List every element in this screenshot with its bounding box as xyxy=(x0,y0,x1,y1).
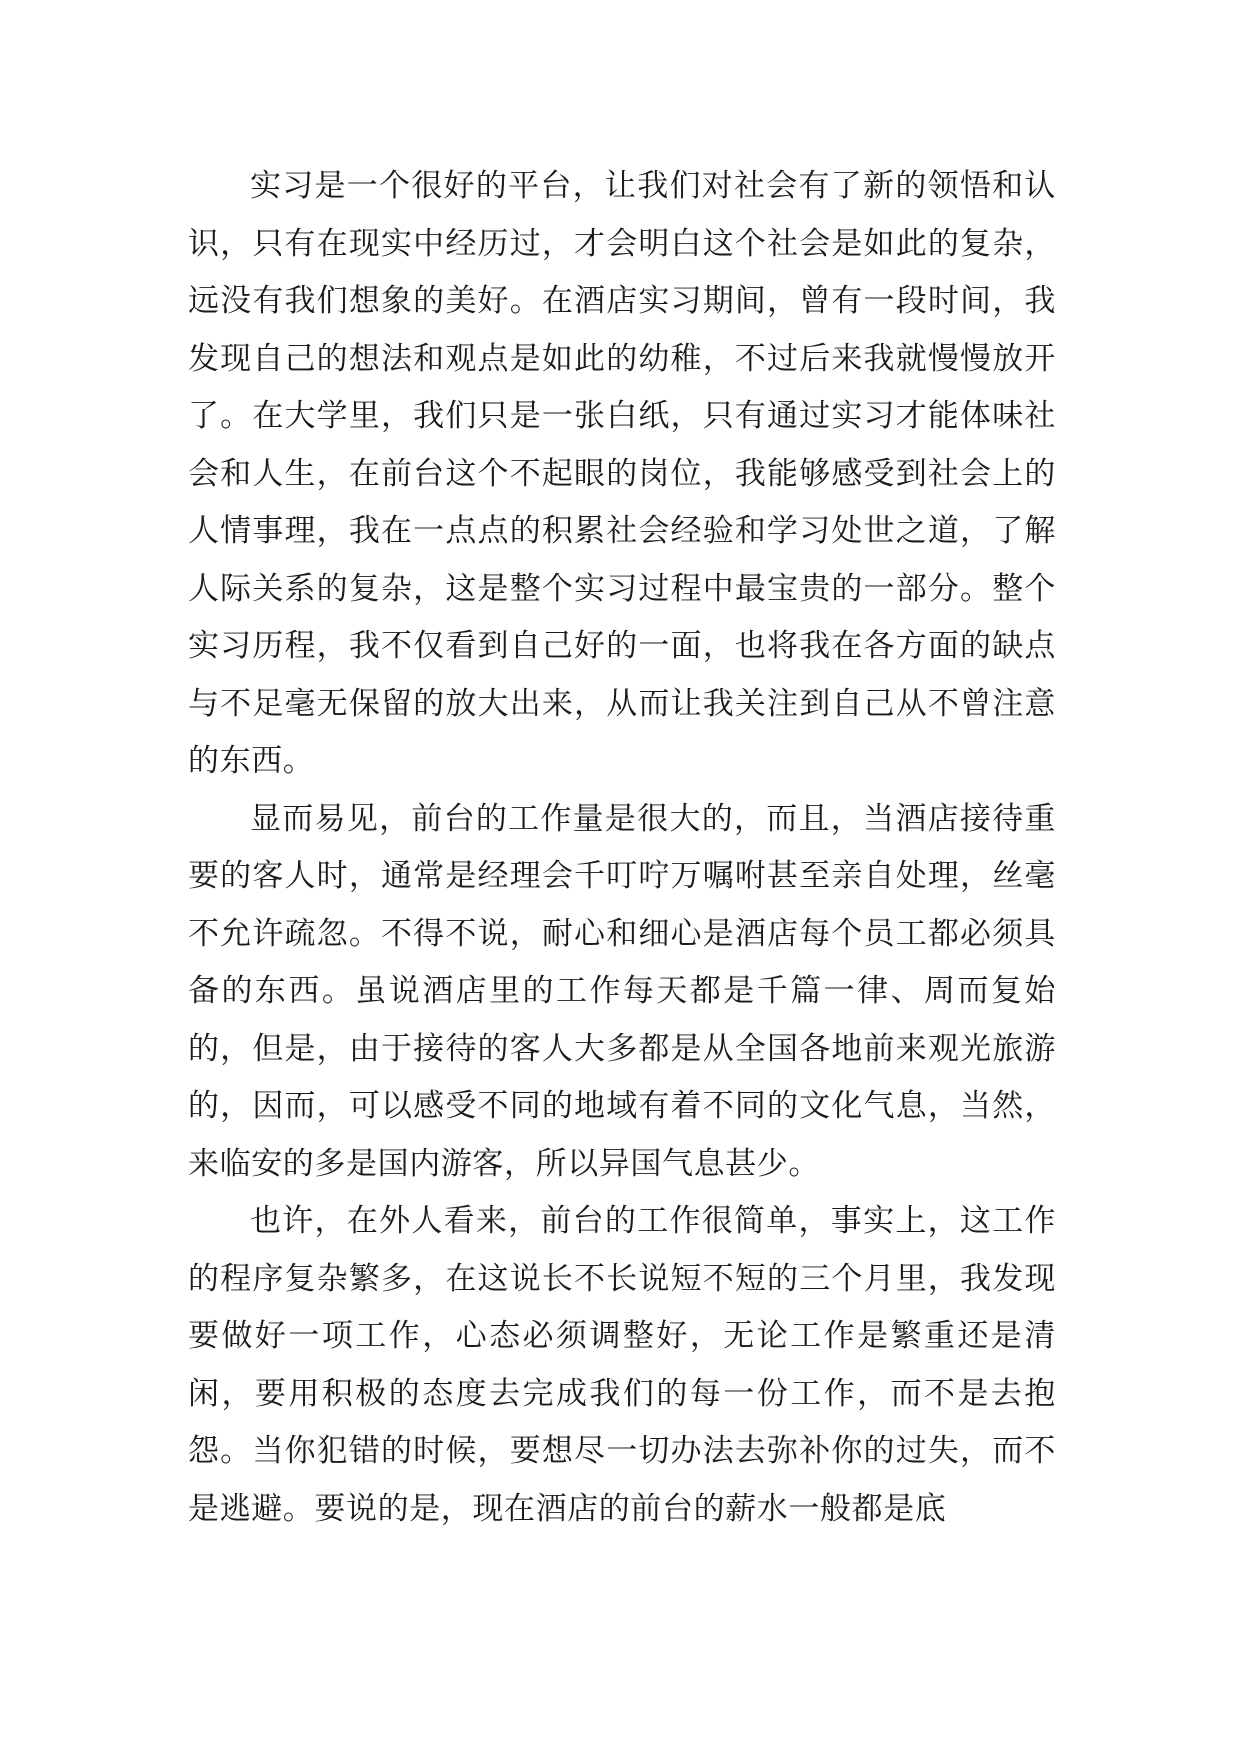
paragraph-front-desk-workload: 显而易见，前台的工作量是很大的，而且，当酒店接待重要的客人时，通常是经理会千叮咛万嘱咐甚至亲自处理，丝毫不允许疏忽。不得不说，耐心和细心是酒店每个员工都必须具备的东西。虽说酒店里的工作每天都是千篇一律、周而复始的，但是，由于接待的客人大多都是从全国各地前来观光旅游的，因而，可以感受不同的地域有着不同的文化气息，当然，来临安的多是国内游客，所以异国气息甚少。 xyxy=(188,800,1056,1182)
paragraph-internship-reflection: 实习是一个很好的平台，让我们对社会有了新的领悟和认识，只有在现实中经历过，才会明白这个社会是如此的复杂，远没有我们想象的美好。在酒店实习期间，曾有一段时间，我发现自己的想法和观点是如此的幼稚，不过后来我就慢慢放开了。在大学里，我们只是一张白纸，只有通过实习才能体味社会和人生，在前台这个不起眼的岗位，我能够感受到社会上的人情事理，我在一点点的积累社会经验和学习处世之道，了解人际关系的复杂，这是整个实习过程中最宝贵的一部分。整个实习历程，我不仅看到自己好的一面，也将我在各方面的缺点与不足毫无保留的放大出来，从而让我关注到自己从不曾注意的东西。 xyxy=(188,168,1056,779)
document-body xyxy=(188,158,1056,1538)
paragraph-work-attitude: 也许，在外人看来，前台的工作很简单，事实上，这工作的程序复杂繁多，在这说长不长说短不短的三个月里，我发现要做好一项工作，心态必须调整好，无论工作是繁重还是清闲，要用积极的态度去完成我们的每一份工作，而不是去抱怨。当你犯错的时候，要想尽一切办法去弥补你的过失，而不是逃避。要说的是，现在酒店的前台的薪水一般都是底 xyxy=(188,1203,1056,1527)
